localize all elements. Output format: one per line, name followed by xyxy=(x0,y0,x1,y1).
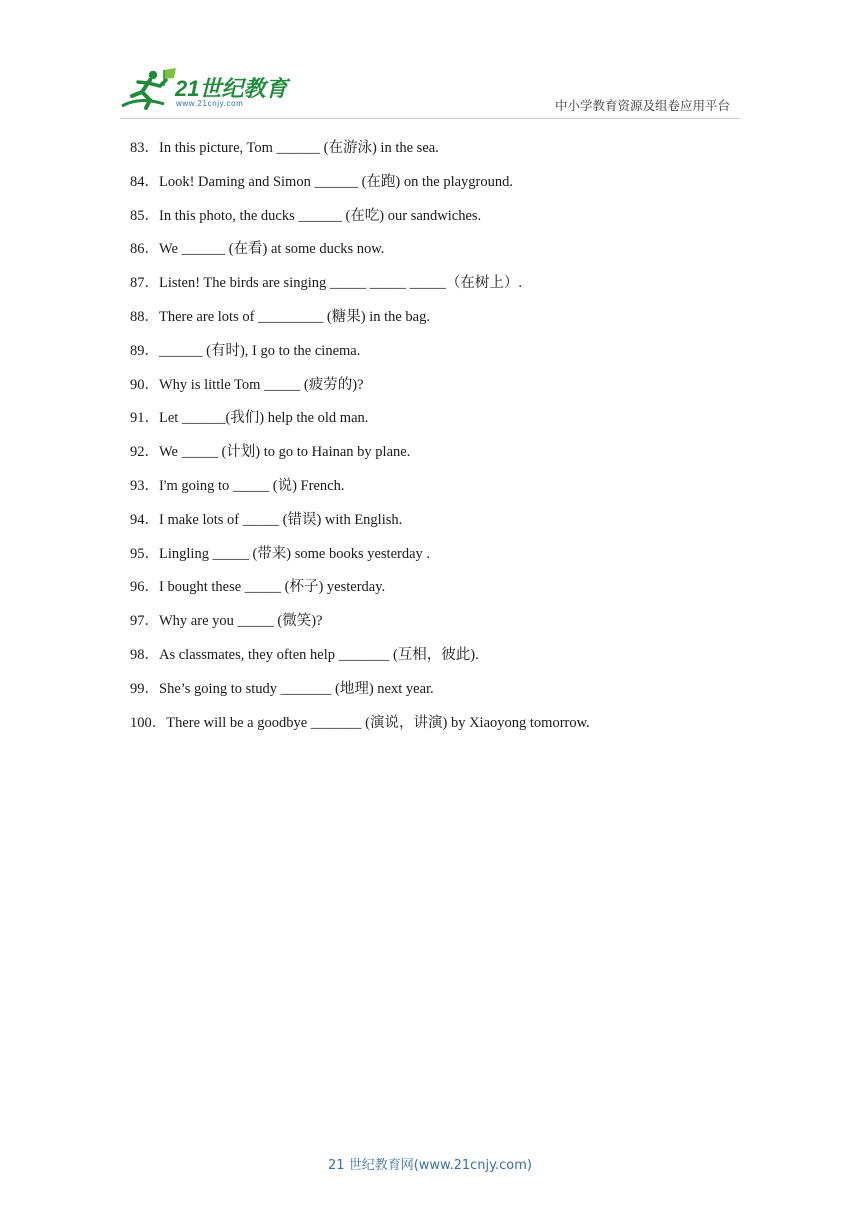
question-text: As classmates, they often help _______ (互相，彼此). xyxy=(159,646,479,663)
logo-url: www.21cnjy.com xyxy=(176,99,244,108)
question-text: Let ______(我们) help the old man. xyxy=(159,410,369,427)
question-number: 100． xyxy=(130,714,167,731)
question-text: Lingling _____ (带来) some books yesterday . xyxy=(159,545,431,562)
question-number: 91． xyxy=(130,410,159,427)
question-text: Look! Daming and Simon ______ (在跑) on the playground. xyxy=(159,173,513,190)
question-text: I bought these _____ (杯子) yesterday. xyxy=(159,579,386,596)
question-item xyxy=(130,544,750,578)
question-number: 98． xyxy=(130,646,159,663)
question-number: 90． xyxy=(130,376,159,393)
site-logo[interactable] xyxy=(120,66,295,116)
question-number: 96． xyxy=(130,579,159,596)
question-item xyxy=(130,307,750,341)
question-item xyxy=(130,476,750,510)
question-text: She’s going to study _______ (地理) next year. xyxy=(159,680,434,697)
question-item xyxy=(130,611,750,645)
question-item xyxy=(130,273,750,307)
question-text: Why is little Tom _____ (疲劳的)? xyxy=(159,376,364,393)
question-text: Listen! The birds are singing _____ _____ _____（在树上）. xyxy=(159,275,523,292)
question-item xyxy=(130,239,750,273)
question-number: 83． xyxy=(130,140,159,156)
question-number: 94． xyxy=(130,511,159,528)
question-number: 93． xyxy=(130,477,159,494)
question-item xyxy=(130,645,750,679)
question-text: In this photo, the ducks ______ (在吃) our sandwiches. xyxy=(159,207,482,224)
question-text: ______ (有时), I go to the cinema. xyxy=(159,342,361,359)
question-text: There will be a goodbye _______ (演说，讲演) by Xiaoyong tomorrow. xyxy=(166,714,590,731)
question-item xyxy=(130,442,750,476)
logo-wordmark: 21世纪教育 xyxy=(175,76,288,101)
question-number: 92． xyxy=(130,444,159,461)
question-item xyxy=(130,713,750,747)
question-number: 95． xyxy=(130,545,159,562)
question-list xyxy=(130,138,750,746)
question-item xyxy=(130,510,750,544)
page-footer[interactable] xyxy=(0,1154,860,1173)
question-text: In this picture, Tom ______ (在游泳) in the sea. xyxy=(159,140,439,156)
question-item xyxy=(130,138,750,172)
question-number: 97． xyxy=(130,613,159,630)
question-item xyxy=(130,408,750,442)
question-item xyxy=(130,679,750,713)
question-number: 99． xyxy=(130,680,159,697)
header-divider xyxy=(120,118,740,119)
question-number: 85． xyxy=(130,207,159,224)
question-item xyxy=(130,206,750,240)
question-text: There are lots of _________ (糖果) in the bag. xyxy=(159,308,430,325)
question-text: I make lots of _____ (错误) with English. xyxy=(159,511,403,528)
question-item xyxy=(130,172,750,206)
question-text: We _____ (计划) to go to Hainan by plane. xyxy=(159,444,411,461)
question-number: 84． xyxy=(130,173,159,190)
question-text: Why are you _____ (微笑)? xyxy=(159,613,323,630)
question-item xyxy=(130,341,750,375)
question-text: I'm going to _____ (说) French. xyxy=(159,477,345,494)
question-number: 88． xyxy=(130,308,159,325)
question-number: 86． xyxy=(130,241,159,258)
runner-icon xyxy=(120,66,180,116)
question-text: We ______ (在看) at some ducks now. xyxy=(159,241,385,258)
footer-link[interactable]: 21 世纪教育网(www.21cnjy.com) xyxy=(328,1158,532,1173)
header-slogan: 中小学教育资源及组卷应用平台 xyxy=(554,98,730,113)
question-number: 87． xyxy=(130,275,159,292)
question-item xyxy=(130,577,750,611)
question-item xyxy=(130,375,750,409)
page-header xyxy=(0,0,860,120)
question-number: 89． xyxy=(130,342,159,359)
